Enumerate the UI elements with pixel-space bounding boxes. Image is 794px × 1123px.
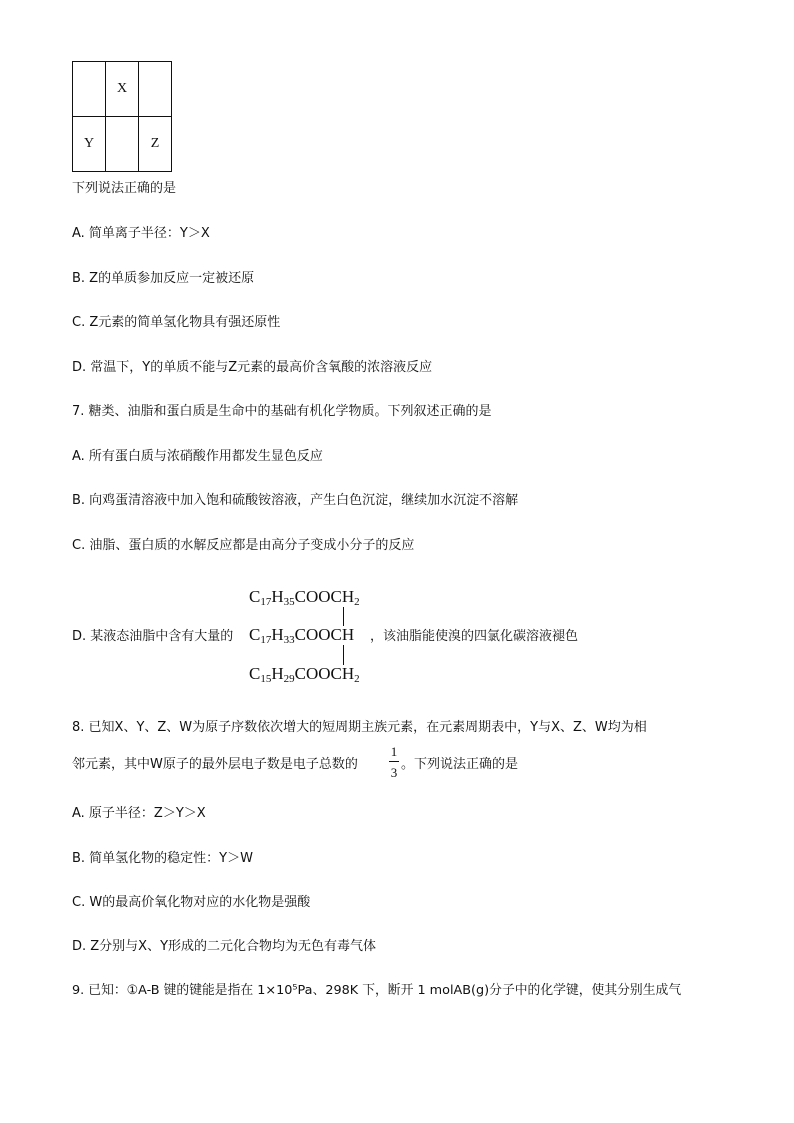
table-cell [106,117,139,172]
option-c: C. Z元素的简单氢化物具有强还原性 [72,315,281,330]
question-stem-line-2-end: 。下列说法正确的是 [401,757,519,772]
option-b: B. Z的单质参加反应一定被还原 [72,271,255,286]
option-d: D. Z分别与X、Y形成的二元化合物均为无色有毒气体 [72,939,377,954]
fraction [389,744,399,782]
question-stem: 9. 已知：①A-B 键的键能是指在 1×10⁵Pa、298K 下，断开 1 molAB(g)分子中的化学键，使其分别生成气 [72,983,682,998]
option-d: D. 常温下，Y的单质不能与Z元素的最高价含氧酸的浓溶液反应 [72,360,433,375]
bond-line [343,607,344,626]
fraction-numerator: 1 [390,744,398,759]
bond-line [343,645,344,665]
table-cell: Y [73,117,106,172]
question-prompt: 下列说法正确的是 [72,181,177,196]
option-a: A. 简单离子半径：Y＞X [72,226,210,241]
fraction-denominator: 3 [390,765,398,780]
table-cell: X [106,62,139,117]
question-stem-line-2: 邻元素，其中W原子的最外层电子数是电子总数的 [72,757,358,772]
formula-row-1: $C_{17}H_{35}COOCH_2$ [249,587,360,608]
option-a: A. 所有蛋白质与浓硝酸作用都发生显色反应 [72,449,323,464]
option-d-text-end: ，该油脂能使溴的四氯化碳溶液褪色 [370,629,579,644]
question-stem: 7. 糖类、油脂和蛋白质是生命中的基础有机化学物质。下列叙述正确的是 [72,404,492,419]
option-a: A. 原子半径：Z＞Y＞X [72,806,206,821]
table-cell: Z [139,117,172,172]
fraction-bar [389,761,399,762]
option-b: B. 简单氢化物的稳定性：Y＞W [72,851,253,866]
table-cell [73,62,106,117]
formula-row-3: $C_{15}H_{29}COOCH_2$ [249,664,360,685]
table-row [73,117,172,172]
table-cell [139,62,172,117]
element-position-table [72,61,172,172]
formula-row-2: $C_{17}H_{33}COOCH$ [249,625,355,646]
table-row [73,62,172,117]
question-stem-line-1: 8. 已知X、Y、Z、W为原子序数依次增大的短周期主族元素，在元素周期表中，Y与X、Z、W均为相 [72,720,647,735]
option-c: C. 油脂、蛋白质的水解反应都是由高分子变成小分子的反应 [72,538,415,553]
option-d-text: D. 某液态油脂中含有大量的 [72,629,234,644]
option-c: C. W的最高价氧化物对应的水化物是强酸 [72,895,311,910]
option-b: B. 向鸡蛋清溶液中加入饱和硫酸铵溶液，产生白色沉淀，继续加水沉淀不溶解 [72,493,519,508]
